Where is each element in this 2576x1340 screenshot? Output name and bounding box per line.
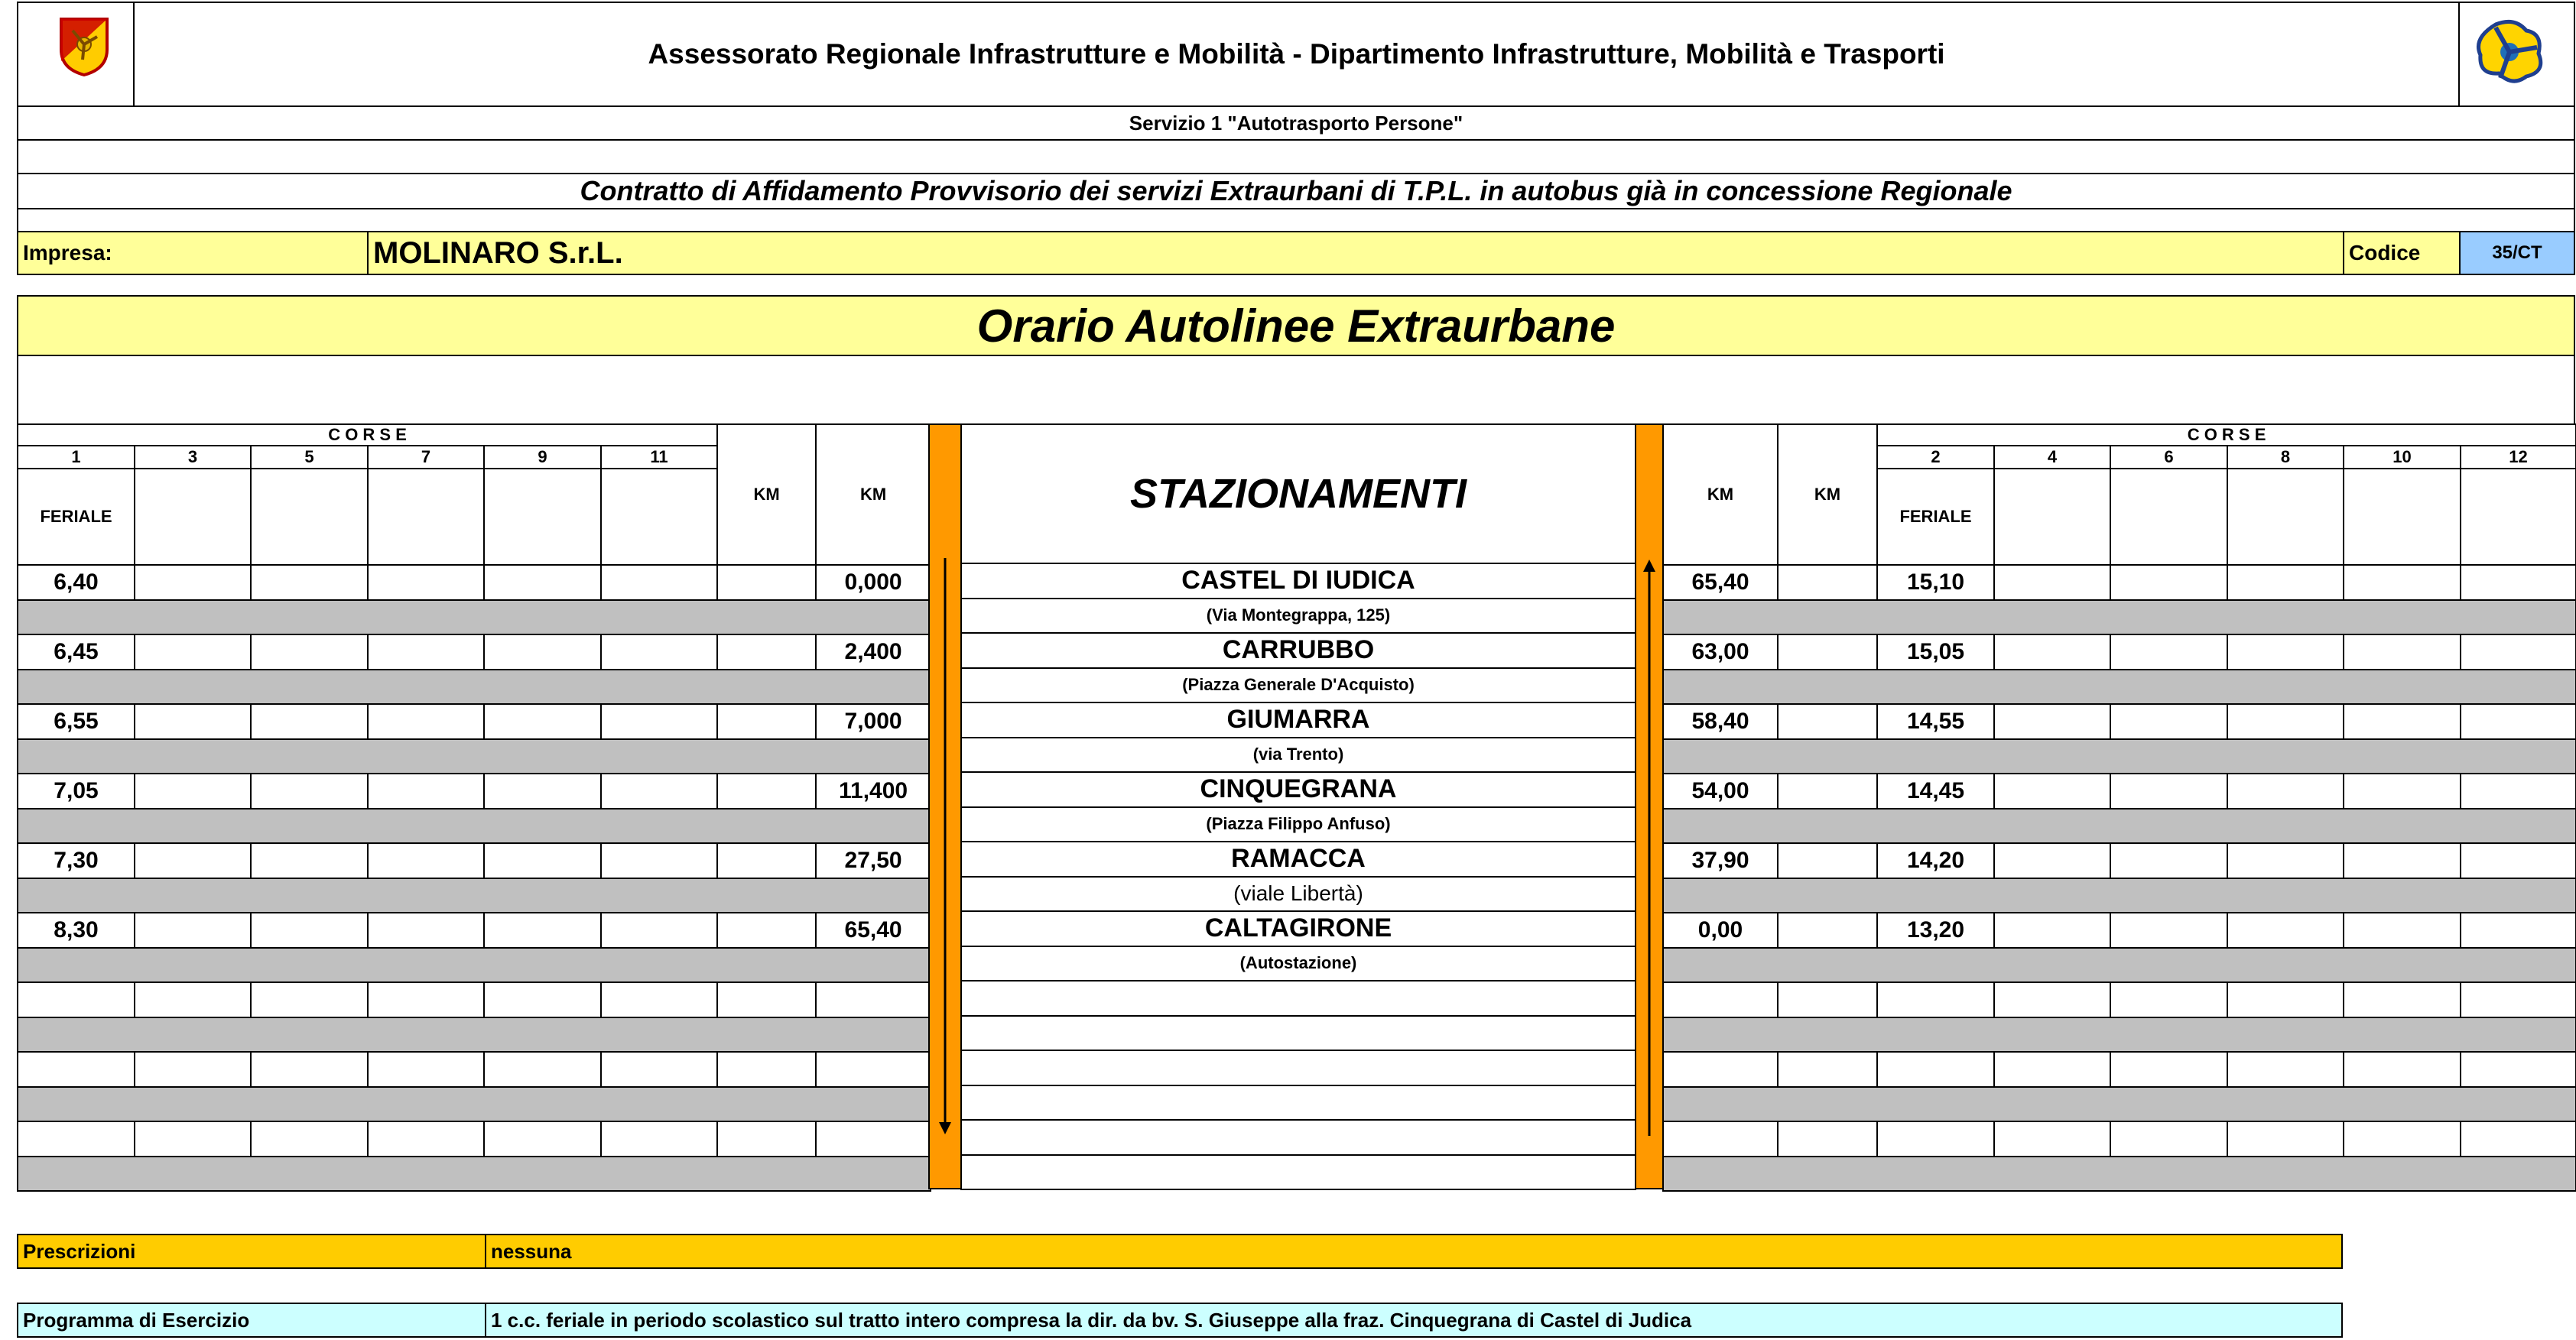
empty-cell [717, 913, 816, 948]
right-corse-label: C O R S E [1877, 424, 2576, 446]
empty-cell [2227, 843, 2344, 878]
station-name: CARRUBBO [960, 632, 1636, 669]
separator-row [18, 1087, 931, 1122]
empty-cell [601, 1052, 717, 1087]
contract-row: Contratto di Affidamento Provvisorio dei servizi Extraurbani di T.P.L. in autobus già in concessione Regionale [17, 173, 2575, 209]
programma-label: Programma di Esercizio [17, 1303, 486, 1338]
blank-row-3 [17, 355, 2575, 425]
station-address: (Piazza Generale D'Acquisto) [960, 667, 1636, 704]
table-row [18, 913, 931, 948]
separator-row [18, 670, 931, 705]
table-row [18, 1121, 931, 1157]
station-name [960, 1050, 1636, 1086]
empty-cell [368, 1121, 484, 1157]
empty-cell [1778, 843, 1877, 878]
empty-cell [484, 1052, 601, 1087]
empty-cell [1778, 1052, 1877, 1087]
empty-cell [2227, 634, 2344, 670]
departure-time: 6,55 [18, 704, 135, 739]
table-row [18, 565, 931, 600]
empty-cell [2227, 774, 2344, 809]
empty-cell [717, 565, 816, 600]
empty-cell [2227, 1052, 2344, 1087]
empty-cell [717, 982, 816, 1017]
empty-cell [2110, 913, 2227, 948]
km-value: 0,000 [816, 565, 931, 600]
km-value: 65,40 [816, 913, 931, 948]
km-value [816, 982, 931, 1017]
departure-time: 6,40 [18, 565, 135, 600]
table-row [1663, 1121, 2576, 1157]
blank-row-2 [17, 208, 2575, 232]
left-course-number: 7 [368, 446, 484, 469]
table-row [1663, 774, 2576, 809]
company-label: Impresa: [17, 231, 369, 275]
empty-cell [1994, 982, 2110, 1017]
empty-cell [135, 1052, 251, 1087]
table-row [18, 843, 931, 878]
station-address: (viale Libertà) [960, 876, 1636, 913]
return-time [1877, 1121, 1994, 1157]
separator-row [18, 948, 931, 983]
departure-time [18, 982, 135, 1017]
empty-cell [2461, 634, 2576, 670]
return-time: 15,05 [1877, 634, 1994, 670]
empty-cell [2344, 1052, 2461, 1087]
right-km2-header: KM [1778, 424, 1877, 565]
empty-cell [2344, 774, 2461, 809]
table-row [1663, 1052, 2576, 1087]
empty-cell [251, 982, 368, 1017]
empty-cell [601, 1121, 717, 1157]
empty-cell [2461, 1052, 2576, 1087]
right-course-number: 12 [2461, 446, 2576, 469]
empty-cell [601, 704, 717, 739]
left-course-number: 5 [251, 446, 368, 469]
empty-cell [135, 1121, 251, 1157]
left-course-number: 3 [135, 446, 251, 469]
separator-row [1663, 670, 2576, 705]
km-value: 0,00 [1663, 913, 1778, 948]
empty-cell [717, 1121, 816, 1157]
return-time [1877, 1052, 1994, 1087]
empty-cell [251, 704, 368, 739]
empty-cell [2461, 704, 2576, 739]
empty-cell [1994, 843, 2110, 878]
right-day-type: FERIALE [1877, 469, 1994, 565]
left-day-type: FERIALE [18, 469, 135, 565]
empty-cell [2110, 843, 2227, 878]
km-value: 63,00 [1663, 634, 1778, 670]
station-address: (Via Montegrappa, 125) [960, 598, 1636, 634]
timetable-title: Orario Autolinee Extraurbane [17, 295, 2575, 356]
empty-cell [368, 1052, 484, 1087]
return-time: 13,20 [1877, 913, 1994, 948]
departure-time: 7,30 [18, 843, 135, 878]
empty-cell [135, 843, 251, 878]
km-value [1663, 1121, 1778, 1157]
station-address [960, 1154, 1636, 1191]
sicily-region-crest-icon [54, 14, 115, 78]
arrow-up-icon [1642, 558, 1657, 1136]
departure-time [18, 1121, 135, 1157]
station-name: CINQUEGRANA [960, 771, 1636, 808]
empty-cell [135, 565, 251, 600]
separator-row [1663, 600, 2576, 635]
table-row [1663, 565, 2576, 600]
empty-cell [717, 774, 816, 809]
return-time: 15,10 [1877, 565, 1994, 600]
trinacria-logo-icon [2471, 15, 2548, 89]
separator-row [1663, 1017, 2576, 1053]
separator-row [1663, 1087, 2576, 1122]
empty-cell [368, 565, 484, 600]
empty-cell [2110, 982, 2227, 1017]
empty-cell [1778, 704, 1877, 739]
km-value [1663, 982, 1778, 1017]
return-time: 14,20 [1877, 843, 1994, 878]
empty-cell [2227, 1121, 2344, 1157]
separator-row [1663, 739, 2576, 774]
empty-cell [2110, 704, 2227, 739]
separator-row [18, 600, 931, 635]
empty-cell [1778, 913, 1877, 948]
empty-cell [484, 1121, 601, 1157]
empty-cell [368, 634, 484, 670]
empty-cell [1778, 565, 1877, 600]
empty-cell [1994, 1121, 2110, 1157]
empty-cell [135, 913, 251, 948]
empty-cell [2344, 982, 2461, 1017]
empty-cell [2110, 1052, 2227, 1087]
table-row [1663, 634, 2576, 670]
empty-cell [2110, 565, 2227, 600]
empty-cell [251, 1121, 368, 1157]
empty-cell [2461, 565, 2576, 600]
empty-cell [2344, 704, 2461, 739]
km-value: 65,40 [1663, 565, 1778, 600]
empty-cell [2344, 634, 2461, 670]
header-right-divider [2458, 2, 2460, 107]
km-value [816, 1121, 931, 1157]
station-address: (Autostazione) [960, 946, 1636, 982]
separator-row [18, 809, 931, 844]
table-row [1663, 704, 2576, 739]
separator-row [1663, 809, 2576, 844]
table-row [1663, 913, 2576, 948]
right-km1-header: KM [1663, 424, 1778, 565]
left-course-number: 1 [18, 446, 135, 469]
left-timetable [17, 423, 931, 1192]
empty-cell [484, 565, 601, 600]
blank-row-1 [17, 139, 2575, 174]
km-value: 2,400 [816, 634, 931, 670]
empty-cell [484, 913, 601, 948]
right-course-number: 4 [1994, 446, 2110, 469]
separator-row [18, 739, 931, 774]
table-row [18, 1052, 931, 1087]
empty-cell [368, 913, 484, 948]
station-name: CALTAGIRONE [960, 910, 1636, 947]
empty-cell [135, 634, 251, 670]
empty-cell [2344, 913, 2461, 948]
empty-cell [251, 634, 368, 670]
return-time: 14,55 [1877, 704, 1994, 739]
empty-cell [2227, 565, 2344, 600]
empty-cell [1778, 634, 1877, 670]
empty-cell [1778, 982, 1877, 1017]
station-address [960, 1015, 1636, 1052]
empty-cell [1994, 565, 2110, 600]
return-time [1877, 982, 1994, 1017]
km-value: 58,40 [1663, 704, 1778, 739]
empty-cell [601, 565, 717, 600]
empty-cell [601, 913, 717, 948]
km-value: 11,400 [816, 774, 931, 809]
right-course-number: 8 [2227, 446, 2344, 469]
empty-cell [601, 634, 717, 670]
separator-row [18, 1157, 931, 1192]
separator-row [1663, 878, 2576, 913]
km-value: 37,90 [1663, 843, 1778, 878]
departure-time: 7,05 [18, 774, 135, 809]
code-label: Codice [2343, 231, 2461, 275]
empty-cell [251, 1052, 368, 1087]
empty-cell [1994, 1052, 2110, 1087]
empty-cell [1994, 913, 2110, 948]
empty-cell [601, 774, 717, 809]
empty-cell [2110, 774, 2227, 809]
left-course-number: 9 [484, 446, 601, 469]
empty-cell [135, 704, 251, 739]
empty-cell [2344, 843, 2461, 878]
empty-cell [1994, 634, 2110, 670]
empty-cell [2110, 634, 2227, 670]
programma-value: 1 c.c. feriale in periodo scolastico sul tratto intero compresa la dir. da bv. S. Giuseppe alla fraz. Cinquegrana di Castel di Judica [485, 1303, 2343, 1338]
km-value [1663, 1052, 1778, 1087]
table-row [1663, 982, 2576, 1017]
empty-cell [484, 704, 601, 739]
empty-cell [368, 774, 484, 809]
station-name: CASTEL DI IUDICA [960, 563, 1636, 599]
empty-cell [717, 704, 816, 739]
empty-cell [484, 774, 601, 809]
km-value: 27,50 [816, 843, 931, 878]
empty-cell [135, 982, 251, 1017]
empty-cell [251, 843, 368, 878]
departure-time: 8,30 [18, 913, 135, 948]
empty-cell [601, 982, 717, 1017]
left-corse-label: C O R S E [18, 424, 717, 446]
prescrizioni-value: nessuna [485, 1234, 2343, 1269]
empty-cell [135, 774, 251, 809]
empty-cell [368, 704, 484, 739]
empty-cell [2461, 913, 2576, 948]
stations-header: STAZIONAMENTI [960, 423, 1636, 564]
empty-cell [368, 982, 484, 1017]
empty-cell [2227, 982, 2344, 1017]
company-name: MOLINARO S.r.L. [367, 231, 2344, 275]
empty-cell [2461, 843, 2576, 878]
km-value: 7,000 [816, 704, 931, 739]
station-address: (Piazza Filippo Anfuso) [960, 806, 1636, 843]
separator-row [18, 1017, 931, 1053]
left-km2-header: KM [816, 424, 931, 565]
empty-cell [2110, 1121, 2227, 1157]
station-name [960, 1119, 1636, 1156]
departure-time [18, 1052, 135, 1087]
empty-cell [1994, 704, 2110, 739]
empty-cell [2344, 565, 2461, 600]
empty-cell [484, 843, 601, 878]
empty-cell [2461, 982, 2576, 1017]
return-time: 14,45 [1877, 774, 1994, 809]
km-value [816, 1052, 931, 1087]
empty-cell [368, 843, 484, 878]
station-name [960, 980, 1636, 1017]
station-name: GIUMARRA [960, 702, 1636, 738]
separator-row [18, 878, 931, 913]
left-km1-header: KM [717, 424, 816, 565]
right-course-number: 6 [2110, 446, 2227, 469]
empty-cell [251, 913, 368, 948]
separator-row [1663, 1157, 2576, 1192]
departure-time: 6,45 [18, 634, 135, 670]
prescrizioni-label: Prescrizioni [17, 1234, 486, 1269]
empty-cell [601, 843, 717, 878]
table-row [18, 774, 931, 809]
table-row [18, 634, 931, 670]
table-row [18, 704, 931, 739]
empty-cell [717, 634, 816, 670]
km-value: 54,00 [1663, 774, 1778, 809]
arrow-down-icon [937, 558, 953, 1136]
station-name: RAMACCA [960, 841, 1636, 878]
empty-cell [1994, 774, 2110, 809]
empty-cell [2461, 1121, 2576, 1157]
header-title: Assessorato Regionale Infrastrutture e Mobilità - Dipartimento Infrastrutture, Mobilità e Trasporti [648, 38, 1945, 70]
service-row: Servizio 1 "Autotrasporto Persone" [17, 105, 2575, 141]
empty-cell [2227, 913, 2344, 948]
right-course-number: 10 [2344, 446, 2461, 469]
right-course-number: 2 [1877, 446, 1994, 469]
empty-cell [484, 634, 601, 670]
empty-cell [2227, 704, 2344, 739]
left-course-number: 11 [601, 446, 717, 469]
table-row [1663, 843, 2576, 878]
station-address: (via Trento) [960, 737, 1636, 774]
station-address [960, 1085, 1636, 1121]
right-timetable [1662, 423, 2576, 1192]
stations-column [960, 563, 1636, 1189]
separator-row [1663, 948, 2576, 983]
code-value: 35/CT [2459, 231, 2575, 275]
empty-cell [2344, 1121, 2461, 1157]
empty-cell [717, 843, 816, 878]
empty-cell [1778, 1121, 1877, 1157]
empty-cell [1778, 774, 1877, 809]
empty-cell [2461, 774, 2576, 809]
empty-cell [717, 1052, 816, 1087]
empty-cell [251, 774, 368, 809]
table-row [18, 982, 931, 1017]
empty-cell [251, 565, 368, 600]
empty-cell [484, 982, 601, 1017]
